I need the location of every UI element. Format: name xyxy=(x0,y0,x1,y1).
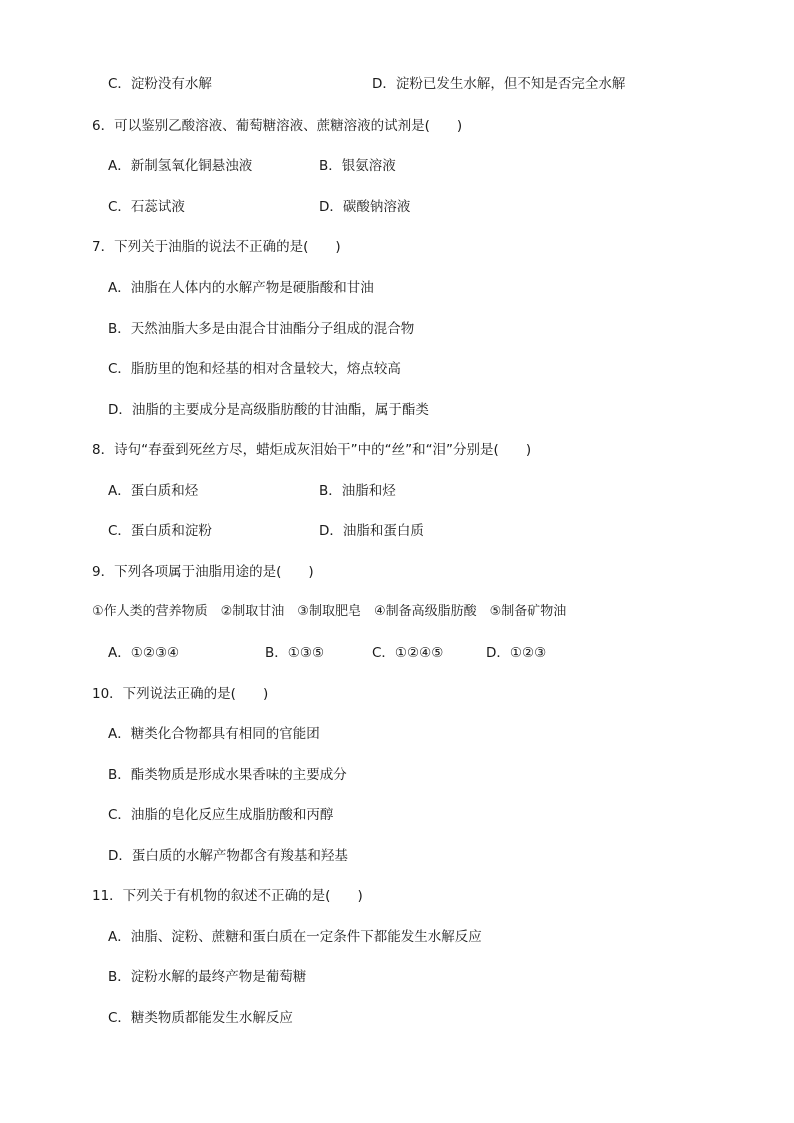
q9-option-d: D．①②③ xyxy=(486,645,547,661)
q7-option-a: A．油脂在人体内的水解产物是硬脂酸和甘油 xyxy=(108,280,374,296)
q10-option-b: B．酯类物质是形成水果香味的主要成分 xyxy=(108,767,347,783)
q10-stem: 10．下列说法正确的是( ) xyxy=(92,686,269,702)
q6-option-c: C．石蕊试液 xyxy=(108,199,185,215)
q9-option-a: A．①②③④ xyxy=(108,645,180,661)
q10-option-d: D．蛋白质的水解产物都含有羧基和羟基 xyxy=(108,848,348,864)
q11-option-a: A．油脂、淀粉、蔗糖和蛋白质在一定条件下都能发生水解反应 xyxy=(108,929,482,945)
q11-option-c: C．糖类物质都能发生水解反应 xyxy=(108,1010,293,1026)
q8-option-c: C．蛋白质和淀粉 xyxy=(108,523,212,539)
q9-items: ①作人类的营养物质 ②制取甘油 ③制取肥皂 ④制备高级脂肪酸 ⑤制备矿物油 xyxy=(92,604,567,619)
q7-option-d: D．油脂的主要成分是高级脂肪酸的甘油酯，属于酯类 xyxy=(108,402,429,418)
q8-option-b: B．油脂和烃 xyxy=(319,483,396,499)
prev-option-d: D．淀粉已发生水解，但不知是否完全水解 xyxy=(372,76,626,92)
q9-option-c: C．①②④⑤ xyxy=(372,645,444,661)
q10-option-a: A．糖类化合物都具有相同的官能团 xyxy=(108,726,320,742)
q9-stem: 9．下列各项属于油脂用途的是( ) xyxy=(92,564,314,580)
q9-option-b: B．①③⑤ xyxy=(265,645,325,661)
q8-option-a: A．蛋白质和烃 xyxy=(108,483,199,499)
q8-option-d: D．油脂和蛋白质 xyxy=(319,523,424,539)
q6-option-b: B．银氨溶液 xyxy=(319,158,396,174)
q7-stem: 7．下列关于油脂的说法不正确的是( ) xyxy=(92,239,341,255)
q11-stem: 11．下列关于有机物的叙述不正确的是( ) xyxy=(92,888,363,904)
prev-option-c: C．淀粉没有水解 xyxy=(108,76,212,92)
q11-option-b: B．淀粉水解的最终产物是葡萄糖 xyxy=(108,969,307,985)
q6-option-a: A．新制氢氧化铜悬浊液 xyxy=(108,158,253,174)
q7-option-b: B．天然油脂大多是由混合甘油酯分子组成的混合物 xyxy=(108,321,415,337)
q7-option-c: C．脂肪里的饱和烃基的相对含量较大，熔点较高 xyxy=(108,361,401,377)
q6-option-d: D．碳酸钠溶液 xyxy=(319,199,411,215)
q6-stem: 6．可以鉴别乙酸溶液、葡萄糖溶液、蔗糖溶液的试剂是( ) xyxy=(92,118,463,134)
q8-stem: 8．诗句“春蚕到死丝方尽，蜡炬成灰泪始干”中的“丝”和“泪”分别是( ) xyxy=(92,442,532,458)
q10-option-c: C．油脂的皂化反应生成脂肪酸和丙醇 xyxy=(108,807,334,823)
